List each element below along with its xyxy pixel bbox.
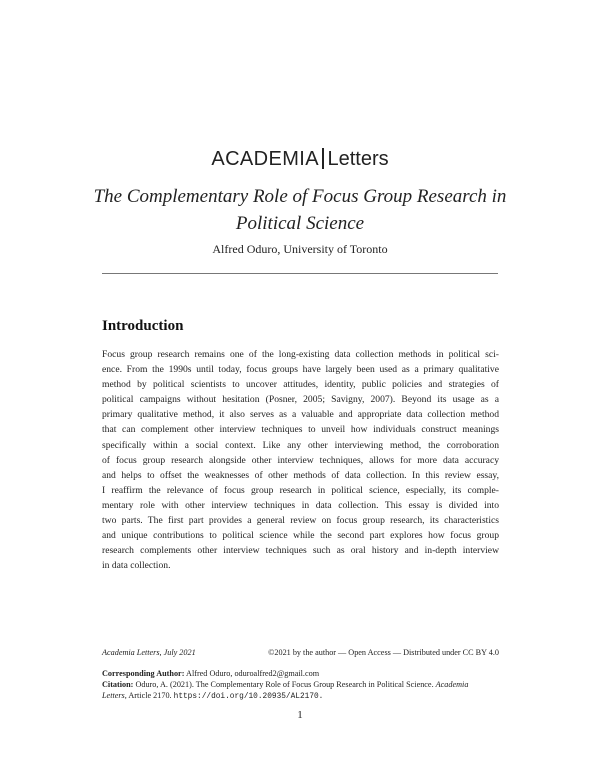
body-line: political campaigns without hesitation (Posner, 2005; Savigny, 2007). Beyond its usage as a (102, 394, 499, 406)
page-number: 1 (297, 709, 303, 721)
citation-doi-link[interactable]: https://doi.org/10.20935/AL2170. (173, 693, 324, 701)
brand-separator (322, 148, 324, 169)
citation-line-2 (102, 690, 502, 703)
section-heading: Introduction (102, 318, 184, 334)
page-footer (102, 648, 499, 660)
citation-journal-a: Academia (435, 680, 469, 689)
journal-date: Academia Letters, July 2021 (102, 648, 196, 657)
body-line: two parts. The first part provides a general review on focus group research, its characteristics (102, 515, 499, 527)
journal-logo (0, 148, 600, 171)
title-line-1: The Complementary Role of Focus Group Research in (93, 186, 507, 207)
paper-title (60, 183, 540, 237)
body-line: research complements other interview techniques such as oral history and in-depth interview (102, 545, 499, 557)
citation-label: Citation: (102, 680, 134, 689)
body-line: ence. From the 1990s until today, focus groups have largely been used as a primary qualitative (102, 364, 499, 376)
body-line: that can complement other interview techniques to unveil how individuals construct meanings (102, 424, 499, 436)
body-line: primary qualitative method, it also serves as a valuable and appropriate data collection method (102, 409, 499, 421)
citation-text: Oduro, A. (2021). The Complementary Role of Focus Group Research in Political Science. (135, 680, 434, 689)
body-line: specifically within a social context. Like any other interviewing method, the corroboration (102, 439, 499, 451)
brand-secondary: Letters (327, 148, 389, 170)
corresponding-label: Corresponding Author: (102, 669, 185, 678)
body-line: mentary role with other interview techniques in data collection. This essay is divided into (102, 499, 499, 511)
body-line: and helps to offset the weaknesses of other methods of data collection. In this review essay, (102, 469, 499, 481)
body-line: and unique contributions to political science while the second part explores how focus group (102, 530, 499, 542)
brand-primary: ACADEMIA (211, 148, 319, 170)
author-line: Alfred Oduro, University of Toronto (212, 242, 388, 256)
license-notice: ©2021 by the author — Open Access — Distributed under CC BY 4.0 (268, 648, 499, 657)
citation-line-1 (102, 679, 502, 690)
citation-article: , Article 2170. (124, 691, 172, 700)
body-line: method by political scientists to uncover attitudes, identity, public policies and strategies of (102, 379, 499, 391)
body-line: Focus group research remains one of the long-existing data collection methods in political sci- (102, 349, 499, 360)
body-line: I reaffirm the relevance of focus group research in political science, especially, its comple- (102, 484, 499, 496)
header-divider (102, 273, 498, 274)
body-line: of focus group research alongside other interview techniques, allows for more data accuracy (102, 454, 499, 466)
corresponding-value: Alfred Oduro, oduroalfred2@gmail.com (186, 669, 320, 678)
citation-journal-b: Letters (102, 691, 125, 700)
body-line: in data collection. (102, 560, 171, 572)
title-line-2: Political Science (235, 213, 365, 234)
footnote-block (102, 668, 502, 703)
corresponding-author (102, 668, 502, 679)
body-paragraph (102, 347, 499, 573)
